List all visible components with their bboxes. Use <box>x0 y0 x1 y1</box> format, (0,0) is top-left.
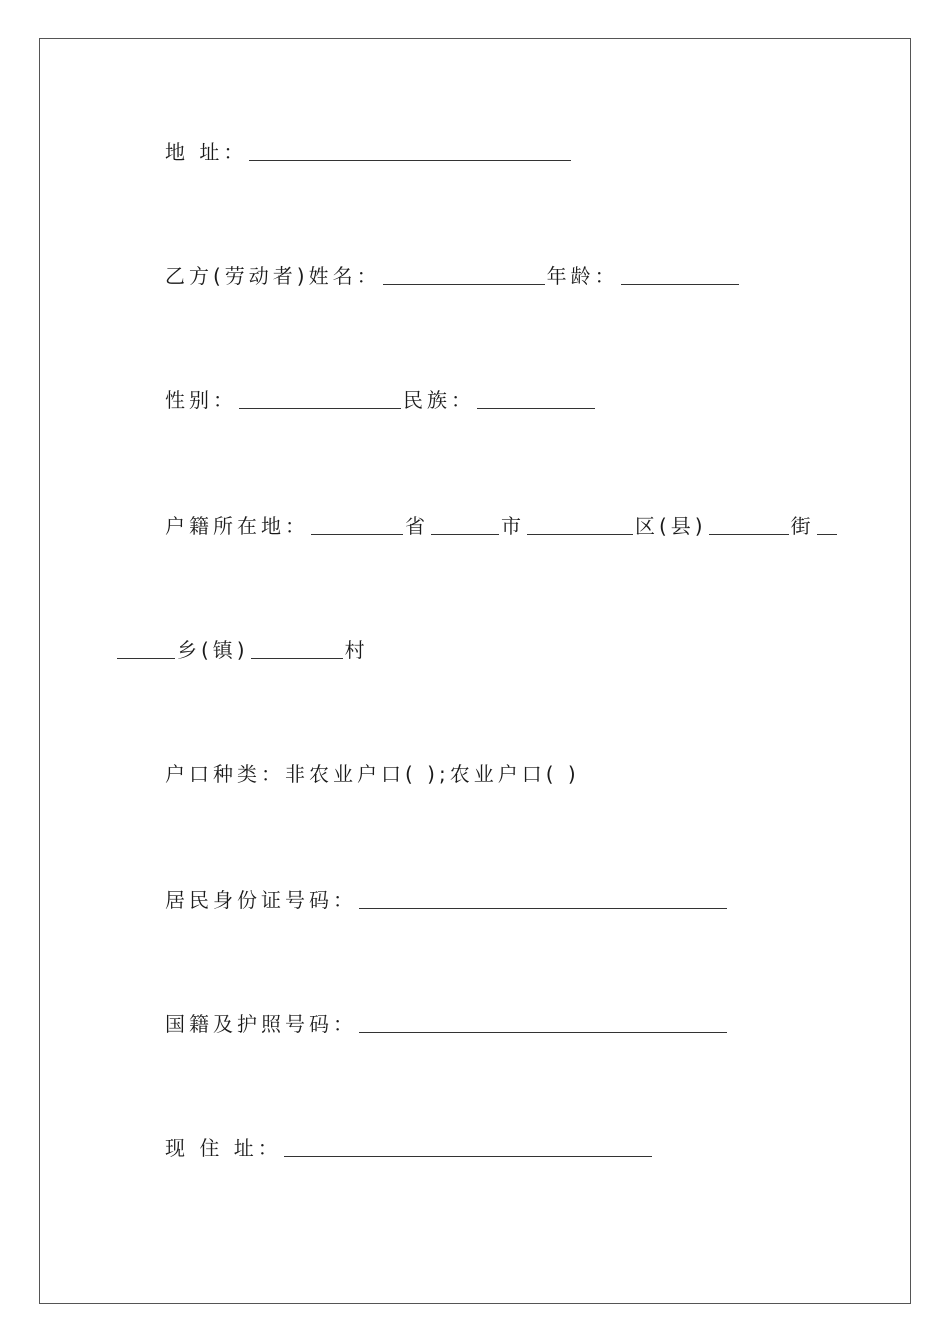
village-text: 村 <box>344 638 369 662</box>
district-text: 区(县) <box>635 514 707 538</box>
province-text: 省 <box>405 514 429 538</box>
household-registration-row <box>165 508 839 538</box>
hukou-type-text: 户口种类：非农业户口( );农业户口( ) <box>165 762 580 786</box>
street-text: 街 <box>790 514 815 538</box>
hukou-type-row <box>165 756 580 786</box>
current-address-blank[interactable] <box>284 1136 652 1157</box>
gender-row <box>165 382 597 412</box>
age-label: 年龄： <box>546 264 619 288</box>
ethnicity-blank[interactable] <box>477 388 595 409</box>
name-label: 乙方(劳动者)姓名： <box>165 264 381 288</box>
party-b-name-row <box>165 258 741 288</box>
address-row <box>165 134 573 164</box>
city-text: 市 <box>501 514 525 538</box>
street-tail-blank[interactable] <box>817 514 837 535</box>
province-blank[interactable] <box>311 514 403 535</box>
township-text: 乡(镇) <box>177 638 249 662</box>
district-blank[interactable] <box>527 514 633 535</box>
nationality-passport-blank[interactable] <box>359 1012 727 1033</box>
city-blank[interactable] <box>431 514 499 535</box>
age-blank[interactable] <box>621 264 739 285</box>
ethnicity-label: 民族： <box>403 388 475 412</box>
id-number-blank[interactable] <box>359 888 727 909</box>
gender-blank[interactable] <box>239 388 401 409</box>
township-blank[interactable] <box>117 638 175 659</box>
id-number-label: 居民身份证号码： <box>165 888 357 912</box>
address-blank[interactable] <box>249 140 571 161</box>
gender-label: 性别： <box>165 388 237 412</box>
current-address-label: 现 住 址： <box>165 1136 282 1160</box>
current-address-row <box>165 1130 654 1160</box>
name-blank[interactable] <box>383 264 545 285</box>
nationality-passport-row <box>165 1006 729 1036</box>
street-blank[interactable] <box>709 514 789 535</box>
address-label: 地 址： <box>165 140 248 164</box>
id-number-row <box>165 882 729 912</box>
nationality-passport-label: 国籍及护照号码： <box>165 1012 357 1036</box>
township-row <box>115 632 369 662</box>
village-blank[interactable] <box>251 638 343 659</box>
page-border <box>39 38 911 1304</box>
household-label: 户籍所在地： <box>165 514 309 538</box>
